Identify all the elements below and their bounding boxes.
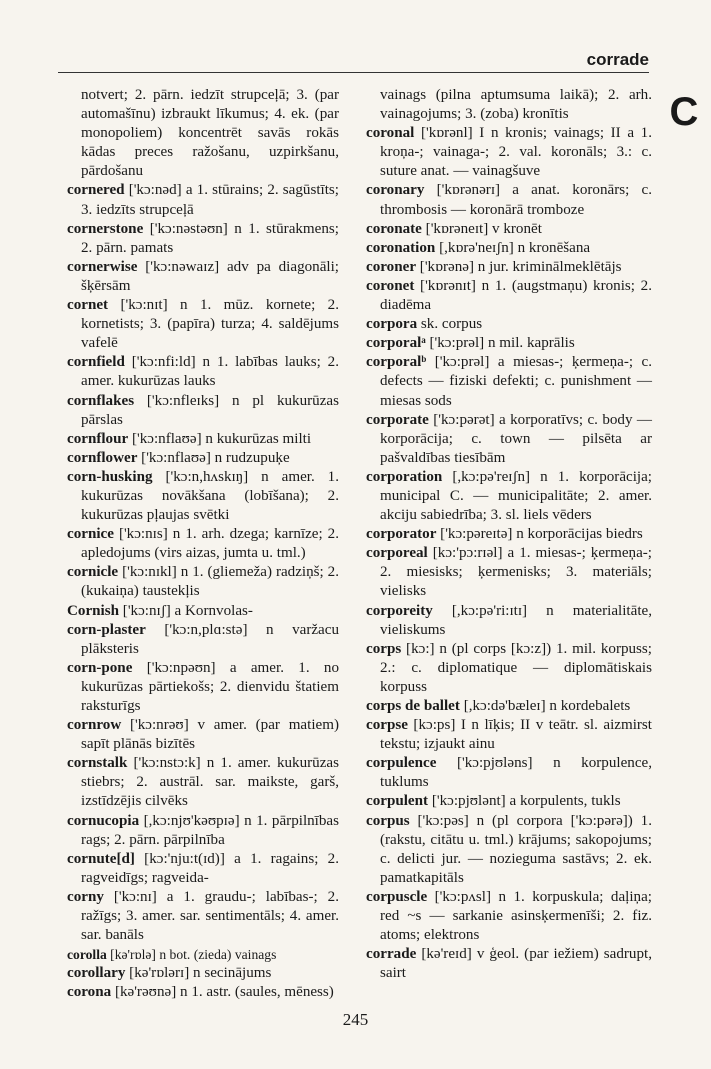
dictionary-entry — [366, 86, 652, 124]
entry-definition: ['kɔ:n,hʌskɪŋ] n amer. 1. kukurūzas novākšana (lobīšana); 2. kukurūzas pļaujas svētki — [81, 468, 339, 524]
entry-definition: ['kɔ:nfi:ld] n 1. labības lauks; 2. amer. kukurūzas lauks — [81, 354, 339, 390]
dictionary-entry — [67, 220, 339, 258]
entry-definition: ['kɔ:nɪt] n 1. mūz. kornete; 2. kornetists; 3. (papīra) turza; 4. saldējums vafelē — [81, 297, 339, 352]
dictionary-entry — [366, 544, 652, 601]
entry-definition: ['kɔ:npəʊn] a amer. 1. no kukurūzas pārtiekošs; 2. dienvidu štatiem raksturīgs — [81, 659, 339, 714]
entry-headword: cornflour — [67, 430, 129, 447]
entry-definition: [kɔ:ps] I n līķis; II v teātr. sl. aizmirst tekstu; izjaukt ainu — [380, 717, 652, 753]
dictionary-entry — [366, 945, 652, 983]
entry-definition: [,kɔ:də'bæleɪ] n kordebalets — [459, 698, 631, 714]
dictionary-entry — [67, 754, 339, 811]
left-column — [67, 86, 339, 1003]
entry-definition: ['kɔ:nflaʊə] n rudzupuķe — [137, 449, 290, 466]
entry-headword: corporation — [366, 468, 443, 485]
entry-headword: corn-pone — [67, 659, 133, 676]
dictionary-entry — [67, 945, 339, 964]
dictionary-entry — [366, 277, 652, 315]
entry-definition: ['kɔ:nɪʃ] a Kornvolas- — [119, 602, 253, 619]
dictionary-entry — [67, 449, 339, 468]
entry-headword: coronal — [366, 125, 415, 142]
dictionary-entry — [67, 602, 339, 621]
entry-definition: ['kɔ:pərət] a korporatīvs; c. body — korporācija; c. town — pilsēta ar pašvaldības tiesībām — [380, 411, 652, 466]
entry-headword: corporeal — [366, 545, 428, 562]
entry-headword: corporalᵃ — [366, 335, 426, 352]
dictionary-entry — [366, 888, 652, 945]
dictionary-entry — [67, 659, 339, 716]
dictionary-entry — [366, 181, 652, 219]
entry-headword: corporate — [366, 411, 429, 428]
entry-headword: cornflower — [67, 449, 138, 466]
entry-definition: sk. corpus — [417, 316, 483, 333]
entry-headword: cornerwise — [67, 258, 138, 275]
entry-headword: cornstalk — [67, 755, 128, 772]
entry-definition: [kə'reɪd] v ģeol. (par iežiem) sadrupt, sairt — [380, 946, 652, 982]
entry-headword: cornucopia — [67, 812, 140, 829]
entry-definition: ['kɔ:nɪkl] n 1. (gliemeža) radziņš; 2. (kukaiņa) taustekļis — [81, 564, 339, 600]
entry-headword: cornute[d] — [67, 850, 135, 867]
dictionary-entry — [366, 697, 652, 716]
dictionary-entry — [67, 812, 339, 850]
entry-headword: corps — [366, 640, 402, 657]
entry-definition: ['kɔ:nfleɪks] n pl kukurūzas pārslas — [81, 392, 339, 428]
entry-headword: cornicle — [67, 564, 119, 581]
entry-definition: ['kɔ:prəl] a miesas-; ķermeņa-; c. defects — fiziski defekti; c. punishment — miesas sods — [380, 354, 652, 409]
dictionary-entry — [366, 124, 652, 181]
entry-headword: corn-husking — [67, 468, 153, 485]
dictionary-entry — [366, 602, 652, 640]
entry-headword: corolla — [67, 947, 107, 963]
dictionary-entry — [366, 334, 652, 353]
entry-definition: [kɔ:] n (pl corps [kɔ:z]) 1. mil. korpuss; 2.: c. diplomatique — diplomātiskais korpuss — [380, 640, 652, 695]
entry-headword: coroner — [366, 258, 417, 275]
entry-definition: ['kɒrəneɪt] v kronēt — [421, 220, 542, 237]
entry-headword: corpuscle — [366, 888, 428, 905]
entry-definition: [kɔ:'nju:t(ɪd)] a 1. ragains; 2. ragveidīgs; ragveida- — [81, 850, 339, 886]
dictionary-entry — [366, 353, 652, 410]
dictionary-entry — [67, 621, 339, 659]
entry-definition: [,kɔ:njʊ'kəʊpɪə] n 1. pārpilnības rags; 2. pārn. pārpilnība — [81, 812, 339, 848]
dictionary-entry — [67, 468, 339, 525]
entry-headword: cornered — [67, 182, 125, 199]
dictionary-entry — [67, 563, 339, 601]
entry-headword: corporalᵇ — [366, 354, 427, 371]
entry-definition: ['kɒrənl] I n kronis; vainags; II a 1. kroņa-; vainaga-; 2. val. koronāls; 3.: c. suture anat. — vainagšuve — [380, 125, 652, 180]
entry-headword: corpus — [366, 812, 410, 829]
entry-headword: cornerstone — [67, 220, 144, 237]
entry-headword: corny — [67, 888, 104, 905]
entry-headword: corpulent — [366, 793, 429, 810]
entry-headword: corn-plaster — [67, 621, 146, 638]
entry-definition: ['kɒrənɪt] n 1. (augstmaņu) kronis; 2. diadēma — [380, 277, 652, 314]
entry-definition: ['kɔ:nəwaɪz] adv pa diagonāli; šķērsām — [81, 258, 339, 294]
entry-headword: cornrow — [67, 717, 122, 734]
dictionary-entry — [67, 353, 339, 391]
entry-definition: ['kɒrənə] n jur. kriminālmeklētājs — [416, 258, 622, 275]
entry-definition: ['kɒrənərɪ] a anat. koronārs; c. thrombosis — koronārā tromboze — [380, 182, 652, 218]
page-number: 245 — [342, 1010, 369, 1029]
dictionary-entry — [67, 888, 339, 945]
dictionary-entry — [67, 86, 339, 181]
dictionary-entry — [67, 525, 339, 563]
entry-headword: coronet — [366, 277, 415, 294]
entry-definition: ['kɔ:nɪs] n 1. arh. dzega; karnīze; 2. apledojums (virs aizas, jumta u. tml.) — [81, 526, 339, 562]
entry-definition: ['kɔ:nrəʊ] v amer. (par matiem) sapīt plānās bizītēs — [81, 717, 339, 753]
entry-headword: corpse — [366, 717, 408, 734]
entry-definition: [,kɔ:pə'reɪʃn] n 1. korporācija; municipal C. — municipalitāte; 2. amer. akciju sabiedrība; 3. sl. liels vēders — [380, 468, 652, 524]
entry-headword: corporeity — [366, 602, 433, 619]
dictionary-entry — [67, 296, 339, 353]
entry-headword: corpora — [366, 316, 418, 333]
dictionary-entry — [67, 392, 339, 430]
dictionary-entry — [366, 239, 652, 258]
entry-definition: [kɔ:'pɔ:rɪəl] a 1. miesas-; ķermeņa-; 2. miesisks; ķermenisks; 3. materiāls; vielisks — [380, 545, 652, 600]
dictionary-entry — [366, 754, 652, 792]
entry-definition: ['kɔ:prəl] n mil. kaprālis — [425, 335, 575, 352]
dictionary-entry — [366, 640, 652, 697]
entry-definition: [kə'rəʊnə] n 1. astr. (saules, mēness) — [111, 984, 334, 1001]
dictionary-entry — [67, 258, 339, 296]
entry-headword: corps de ballet — [366, 698, 460, 714]
guide-word: corrade — [586, 50, 649, 69]
entry-definition: ['kɔ:pəs] n (pl corpora ['kɔ:pərə]) 1. (rakstu, citātu u. tml.) krājums; sakopojums; c. delicti jur. — nozieguma sastāvs; 2. ek. pamatkapitāls — [380, 812, 652, 886]
entry-headword: corpulence — [366, 755, 437, 772]
entry-definition: vainags (pilna aptumsuma laikā); 2. arh. vainagojums; 3. (zoba) kronītis — [380, 87, 652, 123]
entry-definition: ['kɔ:nflaʊə] n kukurūzas milti — [128, 430, 312, 447]
dictionary-entry — [67, 850, 339, 888]
dictionary-entry — [366, 315, 652, 334]
entry-headword: cornflakes — [67, 392, 135, 409]
entry-headword: corollary — [67, 965, 126, 982]
entry-headword: coronary — [366, 182, 425, 199]
entry-definition: ['kɔ:pʌsl] n 1. korpuskula; daļiņa; red ~s — sarkanie asinsķermenīši; 2. fiz. atoms; elektrons — [380, 888, 652, 944]
dictionary-entry — [366, 716, 652, 754]
dictionary-entry — [366, 525, 652, 544]
entry-headword: cornice — [67, 526, 114, 543]
entry-headword: corona — [67, 984, 112, 1001]
dictionary-entry — [366, 258, 652, 277]
entry-headword: coronation — [366, 239, 436, 256]
dictionary-entry — [67, 181, 339, 219]
entry-definition: ['kɔ:pəreɪtə] n korporācijas biedrs — [436, 526, 643, 543]
dictionary-entry — [366, 468, 652, 525]
entry-definition: ['kɔ:n,plɑ:stə] n varžacu plāksteris — [81, 621, 339, 657]
thumb-index-letter: C — [669, 90, 699, 134]
entry-headword: cornfield — [67, 354, 125, 371]
entry-headword: Cornish — [67, 602, 120, 619]
entry-definition: [,kɒrə'neɪʃn] n kronēšana — [435, 239, 591, 256]
dictionary-entry — [366, 812, 652, 888]
dictionary-entry — [67, 983, 339, 1002]
dictionary-entry — [366, 411, 652, 468]
dictionary-entry — [366, 220, 652, 239]
entry-definition: [,kɔ:pə'ri:ɪtɪ] n materialitāte, vieliskums — [380, 602, 652, 638]
entry-definition: [kə'rɒlə] n bot. (zieda) vainags — [106, 947, 277, 963]
entry-headword: corporator — [366, 526, 437, 543]
entry-definition: [kə'rɒlərɪ] n secinājums — [125, 965, 272, 982]
right-column — [366, 86, 652, 983]
entry-definition: notvert; 2. pārn. iedzīt strupceļā; 3. (par automašīnu) izbraukt līkumus; 4. ek. (par monopoliem) koncentrēt savās rokās kādas preces ražošanu, uzpirkšanu, pārdošanu — [81, 87, 339, 180]
entry-definition: ['kɔ:nəd] a 1. stūrains; 2. sagūstīts; 3. iedzīts strupceļā — [81, 182, 339, 218]
dictionary-entry — [67, 716, 339, 754]
dictionary-entry — [366, 792, 652, 811]
entry-headword: cornet — [67, 297, 109, 314]
entry-definition: ['kɔ:nəstəʊn] n 1. stūrakmens; 2. pārn. pamats — [81, 220, 339, 256]
entry-headword: coronate — [366, 220, 422, 237]
entry-definition: ['kɔ:pjʊləns] n korpulence, tuklums — [380, 755, 652, 791]
entry-headword: corrade — [366, 946, 417, 963]
entry-definition: ['kɔ:pjʊlənt] a korpulents, tukls — [428, 793, 621, 810]
entry-definition: ['kɔ:nɪ] a 1. graudu-; labības-; 2. ražīgs; 3. amer. sar. sentimentāls; 4. amer. sar. banāls — [81, 888, 339, 944]
dictionary-entry — [67, 964, 339, 983]
header-rule — [58, 72, 649, 73]
dictionary-entry — [67, 430, 339, 449]
entry-definition: ['kɔ:nstɔ:k] n 1. amer. kukurūzas stiebrs; 2. austrāl. sar. maikste, garš, izstīdzējis cilvēks — [81, 755, 339, 810]
